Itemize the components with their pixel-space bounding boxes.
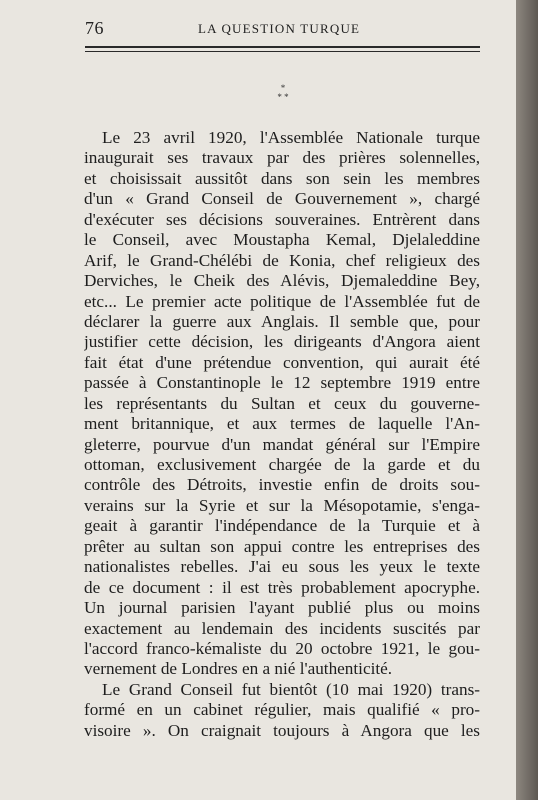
text-line: ment britannique, et aux termes de laquelle l'An-: [84, 414, 480, 434]
text-line: passée à Constantinople le 12 septembre 1919 entre: [84, 373, 480, 393]
text-line: fait état d'une prétendue convention, qui aurait été: [84, 352, 480, 372]
text-line: vernement de Londres en a nié l'authenticité.: [84, 659, 393, 679]
book-spine-edge: [516, 0, 538, 800]
asterism-ornament: [271, 84, 295, 102]
text-line: déclarer la guerre aux Anglais. Il semble que, pour: [84, 311, 480, 331]
text-line: Derviches, le Cheik des Alévis, Djemaleddine Bey,: [84, 271, 480, 291]
text-line: le Conseil, avec Moustapha Kemal, Djelaleddine: [84, 230, 480, 250]
text-line: les représentants du Sultan et ceux du gouverne-: [84, 393, 480, 413]
text-line: justifier cette décision, les dirigeants d'Angora aient: [84, 332, 480, 352]
text-line: exactement au lendemain des incidents suscités par: [84, 618, 480, 638]
text-line: Le Grand Conseil fut bientôt (10 mai 1920) trans-: [102, 679, 480, 699]
text-line: etc... Le premier acte politique de l'Assemblée fut de: [84, 291, 480, 311]
header-rule-thin: [85, 51, 480, 52]
text-line: d'exécuter ses décisions souveraines. Entrèrent dans: [84, 209, 480, 229]
body-text: [84, 128, 480, 741]
text-line: de ce document : il est très probablement apocryphe.: [84, 577, 480, 597]
text-line: gleterre, pourvue d'un mandat général sur l'Empire: [84, 434, 480, 454]
running-title: LA QUESTION TURQUE: [198, 21, 361, 36]
text-line: geait à garantir l'indépendance de la Turquie et à: [84, 516, 480, 536]
text-line: contrôle des Détroits, investie enfin de droits sou-: [84, 475, 480, 495]
text-line: Arif, le Grand-Chélébi de Konia, chef religieux des: [84, 250, 480, 270]
text-line: visoire ». On craignait toujours à Angora que les: [84, 720, 480, 740]
asterism-top: *: [280, 83, 286, 93]
page-header: [0, 18, 516, 40]
text-line: et choisissait aussitôt dans son sein les membres: [84, 168, 480, 188]
page-number: 76: [85, 18, 104, 38]
text-line: Le 23 avril 1920, l'Assemblée Nationale turque: [102, 128, 480, 147]
text-line: ottoman, exclusivement chargée de la garde et du: [84, 455, 480, 474]
text-line: prêter au sultan son appui contre les entreprises des: [84, 536, 480, 556]
text-line: verains sur la Syrie et sur la Mésopotamie, s'enga-: [84, 495, 480, 515]
text-line: Un journal parisien l'ayant publié plus ou moins: [84, 598, 480, 618]
asterism-bottom: * *: [277, 92, 289, 102]
text-line: d'un « Grand Conseil de Gouvernement », chargé: [84, 189, 480, 209]
text-line: nationalistes rebelles. J'ai eu sous les yeux le texte: [84, 557, 480, 577]
header-rule-thick: [85, 46, 480, 48]
text-line: inaugurait ses travaux par des prières solennelles,: [84, 148, 480, 168]
text-line: formé en un cabinet régulier, mais qualifié « pro-: [84, 700, 480, 720]
text-line: l'accord franco-kémaliste du 20 octobre 1921, le gou-: [84, 638, 480, 658]
